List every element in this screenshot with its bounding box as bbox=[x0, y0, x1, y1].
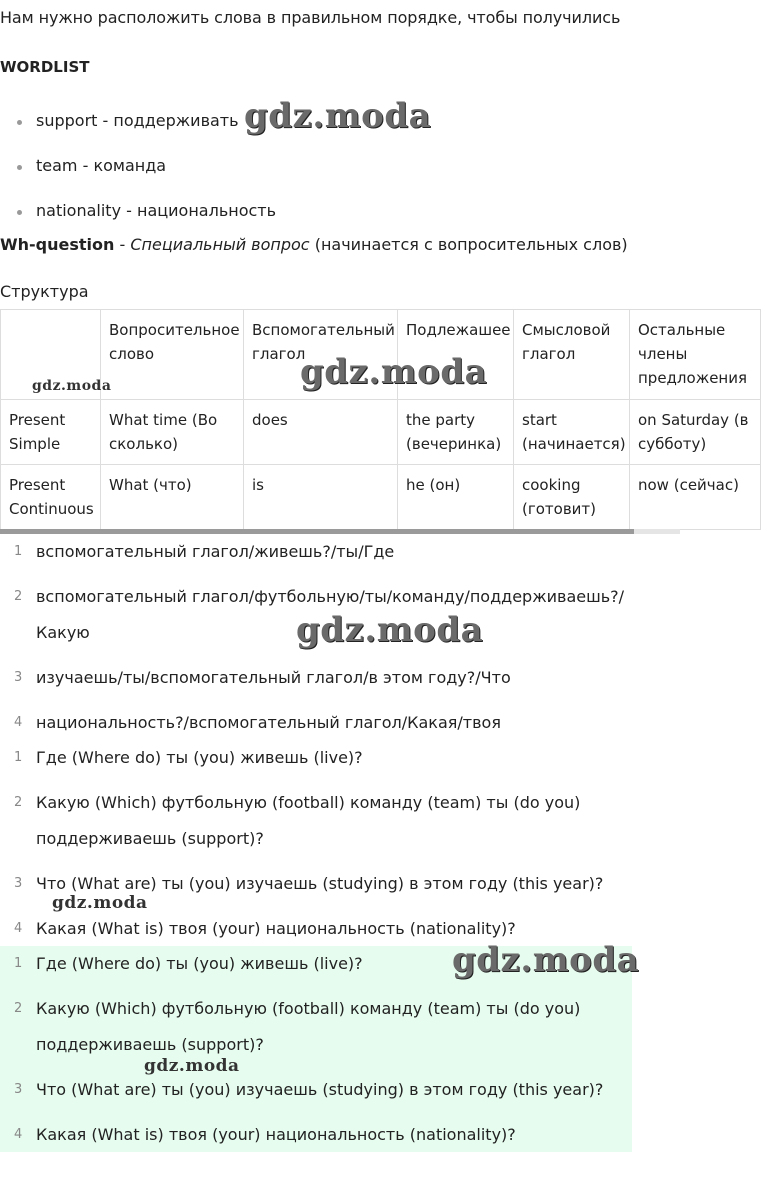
list-line: Какая (What is) твоя (your) национальность (nationality)? bbox=[36, 919, 516, 938]
table-row bbox=[1, 400, 761, 465]
list-line: изучаешь/ты/вспомогательный глагол/в этом году?/Что bbox=[36, 668, 511, 687]
list-item bbox=[0, 705, 680, 741]
structure-heading: Структура bbox=[0, 282, 89, 301]
list-number: 1 bbox=[14, 750, 23, 765]
list-line: поддерживаешь (support)? bbox=[36, 829, 264, 848]
table-cell: What (что) bbox=[101, 465, 244, 530]
table-cell: Вопросительное слово bbox=[101, 310, 244, 400]
wordlist-item: nationality - национальность bbox=[0, 198, 276, 243]
wh-question-separator: - bbox=[114, 235, 131, 254]
list-line: Какую (Which) футбольную (football) команду (team) ты (do you) bbox=[36, 793, 581, 812]
watermark: gdz.moda bbox=[244, 96, 432, 136]
list-item bbox=[0, 991, 680, 1063]
list-item bbox=[0, 1072, 680, 1108]
table-cell: Present Continuous bbox=[1, 465, 101, 530]
structure-table-container[interactable] bbox=[0, 309, 749, 529]
list-item bbox=[0, 1117, 680, 1153]
list-line: Что (What are) ты (you) изучаешь (studying) в этом году (this year)? bbox=[36, 874, 604, 893]
table-row bbox=[1, 465, 761, 530]
table-cell: Present Simple bbox=[1, 400, 101, 465]
table-cell: now (сейчас) bbox=[630, 465, 761, 530]
list-item bbox=[0, 785, 680, 857]
list-number: 3 bbox=[14, 670, 23, 685]
structure-table bbox=[0, 309, 761, 530]
list-line: Где (Where do) ты (you) живешь (live)? bbox=[36, 954, 363, 973]
watermark: gdz.moda bbox=[296, 610, 484, 650]
list-line: поддерживаешь (support)? bbox=[36, 1035, 264, 1054]
list-number: 2 bbox=[14, 589, 23, 604]
wordlist-item: team - команда bbox=[0, 153, 276, 198]
table-cell: What time (Во сколько) bbox=[101, 400, 244, 465]
list-number: 3 bbox=[14, 876, 23, 891]
watermark: gdz.moda bbox=[144, 1056, 240, 1076]
watermark: gdz.moda bbox=[300, 352, 488, 392]
list-line: национальность?/вспомогательный глагол/Какая/твоя bbox=[36, 713, 501, 732]
table-cell: the party (вечеринка) bbox=[398, 400, 514, 465]
wh-question-translation: Специальный вопрос bbox=[130, 235, 310, 254]
list-line: Где (Where do) ты (you) живешь (live)? bbox=[36, 748, 363, 767]
list-number: 4 bbox=[14, 1127, 23, 1142]
wh-question-definition bbox=[0, 235, 628, 254]
list-item bbox=[0, 660, 680, 696]
list-number: 4 bbox=[14, 921, 23, 936]
list-number: 1 bbox=[14, 956, 23, 971]
table-cell: he (он) bbox=[398, 465, 514, 530]
table-cell: Остальные члены предложения bbox=[630, 310, 761, 400]
watermark: gdz.moda bbox=[32, 378, 112, 394]
watermark: gdz.moda bbox=[52, 893, 148, 913]
list-item bbox=[0, 534, 680, 570]
list-line: Какую bbox=[36, 623, 90, 642]
list-number: 2 bbox=[14, 795, 23, 810]
table-cell: Вспомогательный глагол bbox=[244, 310, 398, 400]
list-item bbox=[0, 740, 680, 776]
list-number: 3 bbox=[14, 1082, 23, 1097]
list-line: Что (What are) ты (you) изучаешь (studying) в этом году (this year)? bbox=[36, 1080, 604, 1099]
intro-text: Нам нужно расположить слова в правильном порядке, чтобы получились bbox=[0, 8, 621, 27]
list-number: 1 bbox=[14, 544, 23, 559]
table-cell: Подлежашее bbox=[398, 310, 514, 400]
wh-question-term: Wh-question bbox=[0, 235, 115, 254]
wordlist-item: support - поддерживать bbox=[0, 108, 276, 153]
table-cell: Смысловой глагол bbox=[514, 310, 630, 400]
wordlist bbox=[0, 108, 276, 243]
list-number: 2 bbox=[14, 1001, 23, 1016]
list-line: Какую (Which) футбольную (football) команду (team) ты (do you) bbox=[36, 999, 581, 1018]
list-line: вспомогательный глагол/живешь?/ты/Где bbox=[36, 542, 395, 561]
table-cell: is bbox=[244, 465, 398, 530]
wordlist-heading: WORDLIST bbox=[0, 58, 90, 76]
list-number: 4 bbox=[14, 715, 23, 730]
table-cell: does bbox=[244, 400, 398, 465]
watermark: gdz.moda bbox=[452, 940, 640, 980]
table-cell: cooking (готовит) bbox=[514, 465, 630, 530]
table-cell: on Saturday (в субботу) bbox=[630, 400, 761, 465]
answer-list bbox=[0, 740, 680, 947]
list-line: вспомогательный глагол/футбольную/ты/команду/поддерживаешь?/ bbox=[36, 587, 625, 606]
list-line: Какая (What is) твоя (your) национальность (nationality)? bbox=[36, 1125, 516, 1144]
wh-question-note: (начинается с вопросительных слов) bbox=[309, 235, 628, 254]
table-cell: start (начинается) bbox=[514, 400, 630, 465]
